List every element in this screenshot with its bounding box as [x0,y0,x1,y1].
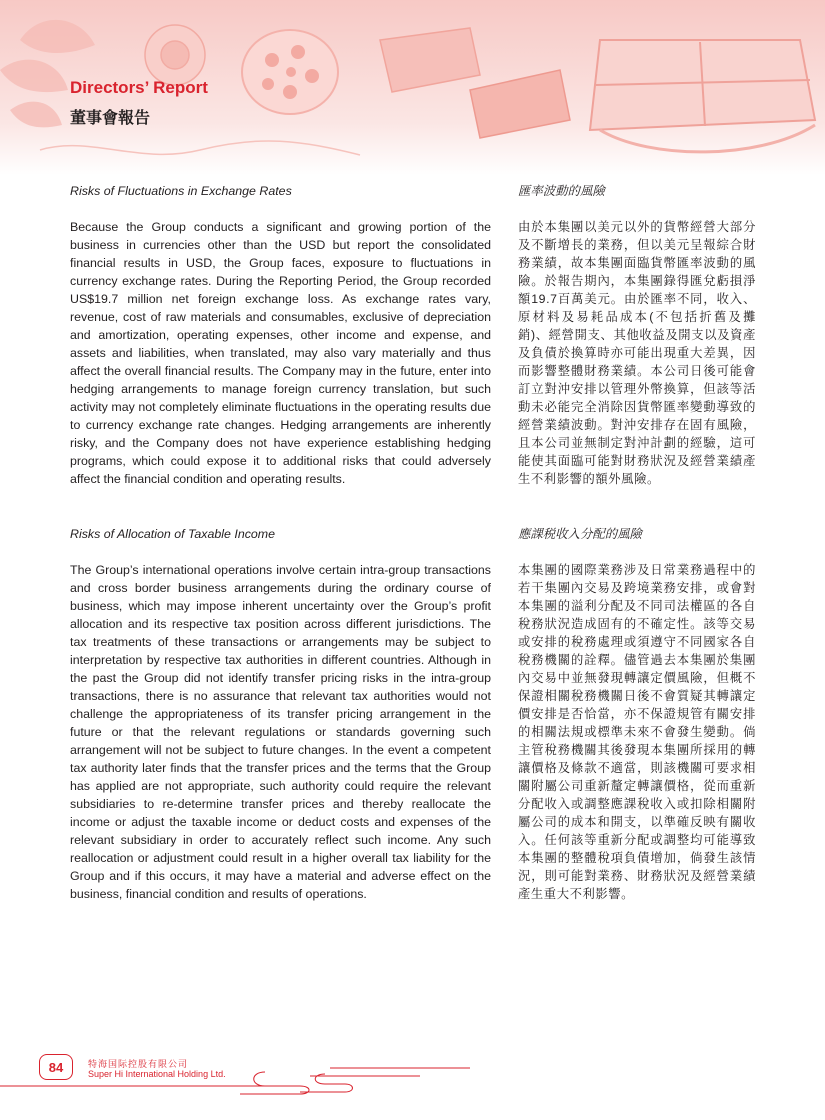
section-body: The Group’s international operations involve certain intra-group transactions and cross border business arrangements during the ordinary course of business, which may impose inherent uncertainty over the Group’s profit allocation and its respective tax position across different jurisdictions. The tax treatments of these transactions or arrangements may be subject to interpretation by respective tax authorities in different countries. Although in the past the Group did not identify transfer pricing risks in the intra-group transactions, there is no assurance that relevant tax authorities would not challenge the appropriateness of its transfer pricing arrangement in the future or that the relevant regulations or standards governing such arrangement will not be subject to future changes. In the event a competent tax authority later finds that the transfer prices and the terms that the Group has applied are not appropriate, such authority could require the relevant subsidiaries to re-determine transfer prices and thereby reallocate the income or adjust the taxable income or deduct costs and expenses of the relevant subsidiary in order to accurately reflect such income. Any such reallocation or adjustment could result in a higher overall tax liability for the Group and if this occurs, it may have a material and adverse effect on the business, financial condition and results of operations. [70,563,491,901]
section-body: 本集團的國際業務涉及日常業務過程中的若干集團內交易及跨境業務安排，或會對本集團的溢利分配及不同司法權區的各自稅務狀況造成固有的不確定性。該等交易或安排的稅務處理或須遵守不同國家各自稅務機關的詮釋。儘管過去本集團於集團內交易中並無發現轉讓定價風險，但概不保證相關稅務機關日後不會質疑其轉讓定價安排是否恰當，亦不保證規管有關安排的相關法規或標準未來不會發生變動。倘主管稅務機關其後發現本集團所採用的轉讓價格及條款不適當，則該機關可要求相關附屬公司重新釐定轉讓價格，從而重新分配收入或調整應課稅收入或扣除相關附屬公司的成本和開支，以準確反映有關收入。任何該等重新分配或調整均可能導致本集團的整體稅項負債增加，倘發生該情況，則可能對業務、財務狀況及經營業績產生重大不利影響。 [518,563,756,901]
section-heading: 匯率波動的風險 [518,184,605,198]
lotus-root-icon [242,30,338,114]
company-name-en: Super Hi International Holding Ltd. [88,1069,226,1079]
section-heading: Risks of Allocation of Taxable Income [70,527,276,541]
section-body: Because the Group conducts a significant and growing portion of the business in currencies other than the USD but report the consolidated financial results in USD, the Group faces, exposure to fluctuations in currency exchange rates. During the Reporting Period, the Group recorded US$19.7 million net foreign exchange loss. As exchange rates vary, revenue, cost of raw materials and consumables, exclusive of depreciation and amortization, operating expenses, other income and expense, and assets and liabilities, when translated, may also vary materially and thus affect the overall financial results. The Company may in the future, enter into hedging arrangements to manage foreign currency translation, but such activity may not completely eliminate fluctuations in the operating results due to currency exchange rate changes. Hedging arrangements are inherently risky, and the Company does not have experience establishing hedging programs, which could expose it to additional risks that could adversely affect the financial condition and operating results. [70,220,491,486]
page-title: Directors’ Report [70,78,208,97]
page-title-zh: 董事會報告 [70,110,151,127]
company-name-zh: 特海国际控股有限公司 [88,1059,189,1069]
page-number: 84 [39,1054,73,1080]
section-taxable-income-zh [518,525,756,903]
section-exchange-rates-en [70,182,491,488]
section-body: 由於本集團以美元以外的貨幣經營大部分及不斷增長的業務，但以美元呈報綜合財務業績，故本集團面臨貨幣匯率波動的風險。於報告期內，本集團錄得匯兌虧損淨額19.7百萬美元。由於匯率不同，收入、原材料及易耗品成本(不包括折舊及攤銷)、經營開支、其他收益及開支以及資產及負債於換算時亦可能出現重大差異，因而影響整體財務業績。本公司日後可能會訂立對沖安排以管理外幣換算，但該等活動未必能完全消除因貨幣匯率變動導致的經營業績波動。對沖安排存在固有風險，且本公司並無制定對沖計劃的經驗，這可能使其面臨可能對財務狀況及經營業績產生不利影響的額外風險。 [518,220,756,486]
section-taxable-income-en [70,525,491,903]
section-exchange-rates-zh [518,182,756,488]
section-heading: Risks of Fluctuations in Exchange Rates [70,184,292,198]
section-heading: 應課税收入分配的風險 [518,527,642,541]
floral-ornament-icon [145,25,205,85]
